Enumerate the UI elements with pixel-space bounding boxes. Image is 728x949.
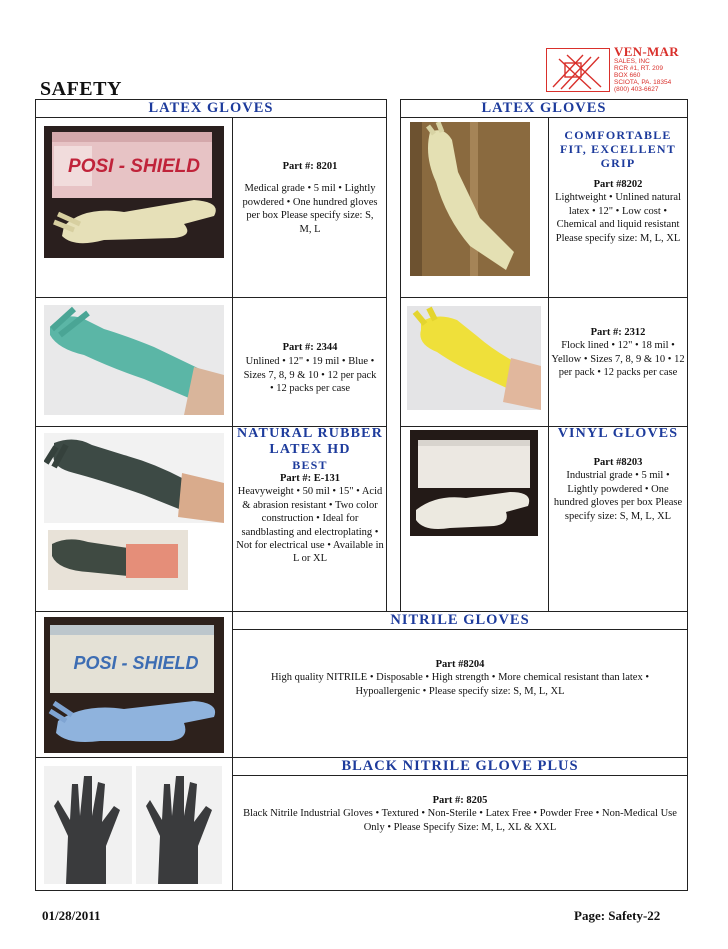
footer-date: 01/28/2011	[42, 908, 101, 923]
divider	[232, 612, 233, 890]
logo-line: SCIOTA, PA. 18354	[614, 79, 672, 86]
part-number: Part #: 8205	[432, 795, 488, 806]
company-logo	[546, 44, 686, 96]
product-photo-e131-inset	[48, 530, 188, 590]
product-description: High quality NITRILE • Disposable • High strength • More chemical resistant than latex • Hypoallergenic • Please specify size: S, M, L, XL	[270, 672, 650, 697]
logo-emblem	[546, 48, 610, 92]
logo-line: RCR #1, RT. 209	[614, 65, 664, 72]
product-photo-8204	[44, 617, 224, 753]
logo-line: BOX 660	[614, 72, 641, 79]
product-photo-8203	[410, 430, 538, 536]
part-number: Part #: 8201	[282, 161, 338, 172]
product-description: Medical grade • 5 mil • Lightly powdered • One hundred gloves per box Please specify size: S, M, L	[242, 183, 378, 235]
product-photo-8202	[410, 122, 530, 276]
product-photo-2312	[407, 306, 541, 410]
product-8201-text	[241, 160, 379, 236]
product-photo-2344	[44, 305, 224, 415]
part-number: Part #8204	[435, 659, 485, 670]
divider	[401, 297, 687, 298]
divider	[548, 118, 549, 611]
divider	[232, 118, 233, 611]
product-photo-8205-right	[136, 766, 222, 884]
product-8202-text	[551, 128, 685, 245]
page-title: SAFETY	[40, 78, 122, 100]
part-number: Part #: E-131	[279, 473, 341, 484]
section-header-black-nitrile: BLACK NITRILE GLOVE PLUS	[233, 758, 687, 776]
nitrile-panel	[35, 611, 688, 891]
box-brand-label: POSI - SHIELD	[73, 653, 199, 673]
part-number: Part #: 2312	[590, 327, 646, 338]
product-title: VINYL GLOVES	[557, 426, 679, 441]
product-8204-text	[238, 658, 682, 698]
product-title: NATURAL RUBBER LATEX HD	[236, 426, 384, 457]
product-e131-text	[236, 426, 384, 566]
product-description: Flock lined • 12" • 18 mil • Yellow • Sizes 7, 8, 9 & 10 • 12 per pack • 12 packs per case	[551, 340, 685, 379]
product-photo-8201	[44, 126, 224, 258]
latex-gloves-right-panel	[400, 99, 688, 612]
product-2344-text	[241, 341, 379, 396]
product-8203-text	[551, 426, 685, 523]
product-sizes: Please specify size: M, L, XL	[555, 232, 681, 244]
section-header-nitrile: NITRILE GLOVES	[233, 612, 687, 630]
latex-gloves-left-panel	[35, 99, 387, 612]
product-description: Industrial grade • 5 mil • Lightly powdered • One hundred gloves per box Please specify size: S, M, L, XL	[553, 470, 683, 522]
section-header-latex-right: LATEX GLOVES	[401, 100, 687, 118]
product-description: Black Nitrile Industrial Gloves • Textured • Non-Sterile • Latex Free • Powder Free • Non-Medical Use Only • Please Specify Size: M, L, XL & XXL	[243, 808, 677, 833]
part-number: Part #: 2344	[282, 342, 338, 353]
section-header-latex-left: LATEX GLOVES	[36, 100, 386, 118]
product-2312-text	[551, 326, 685, 380]
logo-line: SALES, INC	[614, 58, 650, 65]
product-title: COMFORTABLE FIT, EXCELLENT GRIP	[560, 128, 676, 170]
product-photo-e131-main	[44, 433, 224, 523]
product-subtitle: BEST	[292, 458, 328, 472]
product-description: Heavyweight • 50 mil • 15" • Acid & abrasion resistant • Two color construction • Ideal for sandblasting and electroplating • Not for electrical use • Available in L or XL	[236, 486, 384, 565]
product-description: Lightweight • Unlined natural latex • 12" • Low cost • Chemical and liquid resistant	[555, 192, 681, 231]
part-number: Part #8203	[593, 457, 643, 468]
logo-name: VEN-MAR	[614, 44, 679, 59]
divider	[36, 297, 386, 298]
product-photo-8205-left	[44, 766, 132, 884]
product-8205-text	[238, 794, 682, 834]
logo-line: (800) 403-6627	[614, 86, 659, 93]
product-description: Unlined • 12" • 19 mil • Blue • Sizes 7, 8, 9 & 10 • 12 per pack • 12 packs per case	[243, 356, 377, 395]
part-number: Part #8202	[593, 179, 643, 190]
box-brand-label: POSI - SHIELD	[68, 156, 200, 177]
footer-page-number: Page: Safety-22	[574, 908, 661, 923]
